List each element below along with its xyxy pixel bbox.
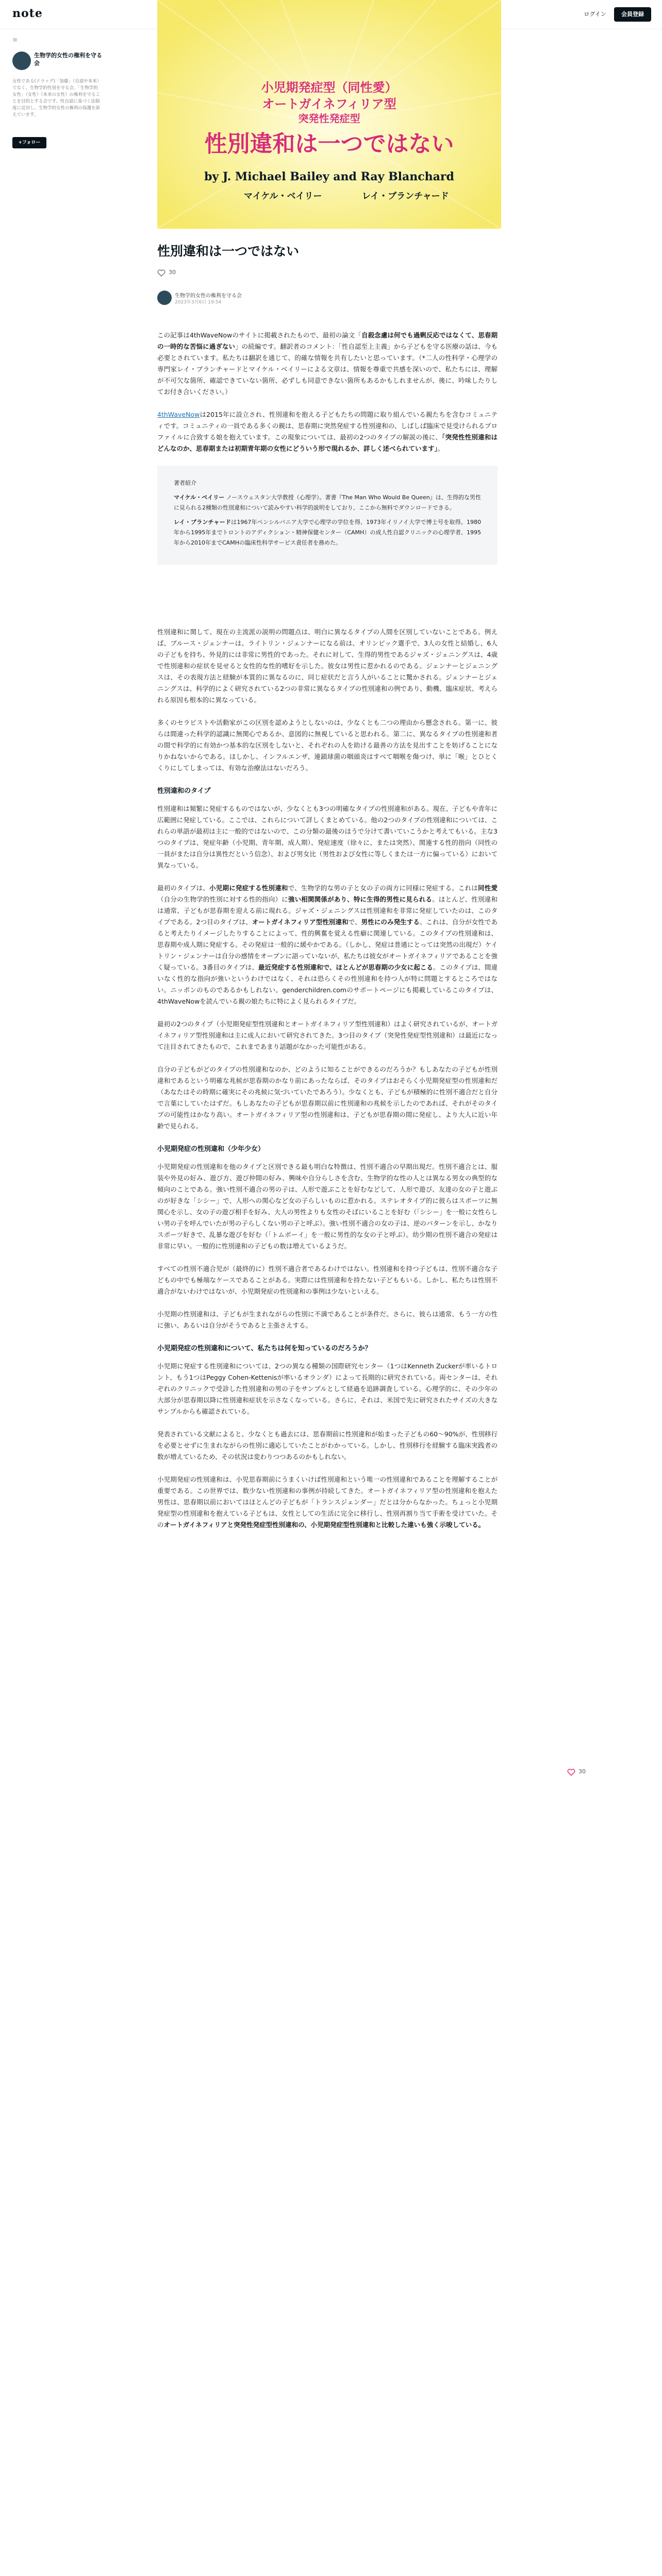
paragraph-13: 発表されている文献によると、少なくとも過去には、思春期前に性別違和が始まった子どもの60〜90%が、性別移行を必要とせずに生まれながらの性別に適応していたことがわかっている。しかし、性別移行を経験する臨床実践者の数が増えているため、その状況は変わりつつあるのかもしれない。 [157,1430,498,1461]
hero-authors: by J. Michael Bailey and Ray Blanchard [204,170,454,183]
text: は1967年ペンシルバニア大学で心理学の学位を得、1973年イリノイ大学で博士号を取得。1980年から1995年までトロントのアディクション・精神保健センター（CAMH）の成人性自認クリニックの心理学者、1995年から2010年までCAMHの臨床性科学サービス責任者を務めた。 [174,519,482,546]
post-date: 2023年3月6日 19:54 [175,300,222,305]
creator-description: 女性である(ドラァグ)「加藤」（自認や本来）でなく、生物学的性別を守る会。「生物学的女性」（女性）（本来の女性）の権利を守ることを目的とする会です。性自認に基づく法制度に反対し、生物学的女性の権利の保護を訴えています。 [12,79,101,117]
heart-icon [567,1768,575,1776]
text: 最初のタイプは、 [157,884,210,892]
text: 。これは、自分が女性であると考えたりイメージしたりすることによって、性的興奮を覚える性癖に関連している。このタイプの性別違和は、思春期や成人期に発症する。その発症は一般的に緩やかである。（しかし、発症は普通にとっては突然の出現だ）ケイトリン・ジェンナーは自分の感情をオープンに語っていないが、私たちは彼女がオートガイネフィリアであることを強く疑っている。3番目のタイプは、 [157,918,498,971]
paragraph-4: 多くのセラピストや活動家がこの区別を認めようとしないのは、少なくとも二つの理由から懸念される。第一に、彼らは間違った科学的認識に無関心であるか、意図的に無視していると思われる。第二に、異なるタイプの性別違和者の間で科学的に有効かつ基本的な区別をしないと、それぞれの人を助ける最善の方法を見出すことを妨げることになりかねないからである。ほしかし、インフルエンザ、連鎖球菌の咽頭炎はすべて咽喉を傷つけ、単に「喉」とひとくくりにしてしまっては、有効な治療法はないだろう。 [157,719,498,772]
text-bold: 強い相関関係があり、特に生得的男性に見られる [288,895,433,903]
text: で、 [348,918,361,926]
follow-label: フォロー [22,140,41,145]
section-heading-childhood: 小児期発症の性別違和（少年少女） [157,1145,265,1153]
article-title: 性別違和は一つではない [157,244,300,259]
note-bailey [174,493,481,513]
text-bold: オートガイネフィリアと突発性発症型性別違和の、小児期発症型性別違和と比較した違いも強く示唆している。 [163,1521,485,1529]
hero-line-1: 小児期発症型（同性愛） [261,80,398,95]
text: 。 [437,445,444,452]
text: （自分の生物学的性別に対する性的指向）に [157,895,288,903]
login-button[interactable]: ログイン [584,11,606,18]
section-heading-what-we-know: 小児期発症の性別違和について、私たちは何を知っているのだろうか？ [157,1345,372,1352]
paragraph-2 [157,409,498,454]
text: で、生物学的な男の子と女の子の両方に同様に発症する。これは [288,884,478,892]
plus-icon: + [18,140,22,145]
like-count: 30 [169,269,176,276]
text-bold: 最近発症する性別違和で、ほとんどが思春期の少女に起こる [258,963,433,971]
text: は2015年に設立され、性別違和を抱える子どもたちの問題に取り組んでいる親たちを含むコミュニティです。コミュニティの一員である多くの親は、思春期に突然発症する性別違和の、しばしば臨床で見受けられるプロファイルに合致する娘を抱えています。この現象については、最初の2つのタイプの解説の後に、 [157,411,498,441]
heart-icon[interactable] [157,269,166,277]
paragraph-9: 小児期発症の性別違和を他のタイプと区別できる最も明白な特徴は、性別不適合の早期出現だ。性別不適合とは、服装や外見の好み、遊び方、遊び仲間の好み、興味や自分らしさを含む、生物学的な性の人とは異なる男女の典型的な傾向のことである。強い性別不適合の男の子は、人形で遊ぶことを好むなどして、人形で遊び、友達の女の子と遊ぶのが好きな「シシー」で、人形への関心など女の子らしいものに惹かれる。ステレオタイプ的に彼らはスポーツに無関心を示し、女の子の遊び相手を好み、大人の男性よりも女性のそばにいることを好む（「シシー」を一般に女性らしい男の子を呼んでいたが男の子らしくない男の子と呼ぶ）。強い性別不適合の女の子は、逆のパターンを示し、かなりスポーツ好きで、乱暴な遊びを好む（「トムボーイ」を一般に男性的な女の子と呼ぶ）。幼少期の性別不適合の発症は非常に早い。一般的に性別違和の子どもの数は増えているようだ。 [157,1163,498,1250]
author-name[interactable]: 生物学的女性の権利を守る会 [175,293,242,299]
avatar[interactable] [12,52,31,70]
paragraph-3: 性別違和に関して、現在の主流派の説明の問題点は、明白に異なるタイプの人間を区別していないことである。例えば、ブルース・ジェンナーは、ライトリン・ジェンナーになる前は、オリンピック選手で、3人の女性と結婚し、6人の子どもを持ち、外見的には非常に男性的であった。それに対して、生得的男性であるジャズ・ジェニングスは、4歳で性別違和の症状を見せると女性的な性的嗜好を示した。彼女は男性に惹かれるのである。ジェンナーとジェニングスは、その表現方法と経験が本質的に異なるのに、同じ症状だと言う人がいることに驚かされる。ジェンナーとジェニングスは、科学的によく研究されている2つの非常に異なるタイプの性別違和の例であり、動機、臨床症状、考えられる原因も根本的に異なっている。 [157,628,498,704]
paragraph-1 [157,330,498,398]
paragraph-10: すべての性別不適合児が（最終的に）性別不適合者であるわけではない。性別違和を持つ子どもは、性別不適合な子どもの中でも極端なケースであることがある。実際には性別違和を持たない子どももいる。しかし、私たちは性別不適合がないわけではないが、小児期発症の性別違和の事例は少ないといえる。 [157,1265,498,1295]
4thwavenow-link[interactable]: 4thWaveNow [157,411,200,418]
signup-button[interactable]: 会員登録 [614,7,651,22]
text: 。このタイプは、間違いなく性的な指向が強いというわけではなく、それは恐らくその性別違和を持つ人が特に問題とするところではない。ニッポンのものであるかもしれない。genderchildren.comのサポートページにも掲載しているこのタイプは、4thWaveNowを読んでいる親の娘たちに特によく見られるタイプだ。 [157,963,498,1005]
text: この記事は4thWaveNowのサイトに掲載されたもので、最初の論文「 [157,331,361,339]
author-row [157,289,498,309]
hero-image [157,0,501,229]
text: 。ほとんど、性別違和は通常、子どもが思春期を迎える前に現れる。ジャズ・ジェニングスは性別違和を非常に発症していたのは、このタイプである。2つ目のタイプは、 [157,895,498,926]
hero-author-1: マイケル・ベイリー [244,191,322,201]
paragraph-7: 最初の2つのタイプ（小児期発症型性別違和とオートガイネフィリア型性別違和）はよく研究されているが、オートガイネフィリア型性別違和は主に成人において研究されてきた。3つ目のタイプ（突発性発症型性別違和）は最近になって注目されてきたもので、これまであまり話題がなかった可能性がある。 [157,1020,498,1050]
note-blanchard [174,517,481,548]
hero-line-2: オートガイネフィリア型 [262,97,396,111]
text-bold: 「突発性性別違和はどんなのか、思春期または初期青年期の女性にどういう形で現れるか、詳しく述べられています」 [157,433,498,452]
text: 」の続編です。翻訳者のコメント：「性自認至上主義」から子どもを守る医療の話は、今も必要とされています。私たちは翻訳を通じて、的確な情報を共有したいと思っています。（*二人の性科学・心理学の専門家レイ・ブランチャードとマイケル・ベイリーによる文章は、情報を尊重で共感を深いので、私たちには、理解が不可欠な箇所、確認できていない箇所、必ずしも同意できない箇所もあるかもしれませんが、後に、吟味したりしてお付き合いください。） [157,343,498,396]
hero-author-2: レイ・ブランチャード [362,191,449,201]
note-heading: 著者紹介 [174,480,196,486]
text-bold: 小児期に発症する性別違和 [209,884,288,892]
paragraph-5: 性別違和は頻繁に発症するものではないが、少なくとも3つの明確なタイプの性別違和がある。現在、子どもや青年に広範囲に発症している。ここでは、これらについて詳しくまとめている。他の2つのタイプの性別違和については、これらの単語が最初は主に一般的ではないので、この分類の最後のほうで分けて書いていこうかと考えてもいる。主な3つのタイプは、発症年齢（小児期、青年期、成人期）、発症速度（徐々に、または突然）、関連する性的指向（同性の一員がまたは自分は異性だという信念）、および男女比（男性および女性に等しくまたは一方に偏っている）において異なっている。 [157,805,498,869]
hero-main-title: 性別違和は一つではない [204,131,454,157]
article [157,242,498,1542]
paragraph-8: 自分の子どもがどのタイプの性別違和なのか、どのように知ることができるのだろうか？もしあなたの子どもが性別違和であるという明確な兆候が思春期のかなり前にあったならば、そのタイプはおそらく小児期発症型の性別違和だ（あなたはその時期に確実にその兆候に気づいていたであろう）。少なくとも、子どもが積極的に性別不適合だと自分で言葉にしていたはずだ。もしあなたの子どもが思春期以前に性別違和の兆候を示したのであれば、それがそのタイプの可能性はかなり高い。オートガイネフィリア型の性別違和は、子どもが思春期の間に発症し、より大人に近い年齢で見られる。 [157,1065,498,1130]
creator-name[interactable]: 生物学的女性の権利を守る会 [34,52,102,66]
follow-button[interactable] [12,137,46,148]
author-avatar[interactable] [157,291,172,305]
paragraph-6 [157,883,498,1007]
floating-like-button[interactable] [567,1767,598,1777]
section-heading-types: 性別違和のタイプ [157,787,211,795]
menu-icon[interactable]: ≡ [12,36,18,43]
text: ノースウェスタン大学教授（心理学）。著書『The Man Who Would Be Queen』は、生得的な男性に見られる2種類の性別違和について読みやすい科学的説明をしており、ここから無料でダウンロードできる。 [174,494,481,511]
author-note-box [157,466,498,565]
text: 小児期発症の性別違和は、小児思春期前にうまくいけば性別違和という唯一の性別違和であることを理解することが重要である。この世界では、数少ない性別違和の事例が持続してきた。オートガイネフィリア型の性別違和を抱えた男性は、思春期以前においてはほとんどの子どもが「トランスジェンダー」だとは分からなかった。ちょっと小児期発症型の性別違和を抱えている子どもは、女性としての生活に完全に移行し、性別再割り当て手術を受けていた。その [157,1476,498,1529]
floating-like-count: 30 [578,1768,586,1775]
paragraph-11: 小児期の性別違和は、子どもが生まれながらの性別に不満であることが条件だ。さらに、彼らは通常、もう一方の性に強い、あるいは自分がそうであると主張さえする。 [157,1310,498,1329]
text-bold: マイケル・ベイリー [174,494,225,501]
meta-row [157,268,498,285]
text-bold: オートガイネフィリア型性別違和 [252,918,349,926]
text-bold: 同性愛 [478,884,498,892]
note-logo[interactable]: note [12,7,43,20]
text-bold: 自殺念慮は何でも過剰反応ではなくて、思春期の一時的な苦悩に過ぎない [157,331,498,350]
paragraph-12: 小児期に発症する性別違和については、2つの異なる種類の国際研究センター（1つはKenneth Zuckerが率いるトロント、もう1つはPeggy Cohen-Kettenisが率いるオランダ）によって長期的に研究されている。両センターは、それぞれのクリニックで受診した性別違和の男の子をサンプルとして経過を追跡調査している。心理学的に、その少年の大部分が思春期以降に性別違和症状を示さなくなっている。さらに、それは、米国で先に研究されたサイズの大きなサンプルからも確認されている。 [157,1362,498,1415]
text-bold: レイ・ブランチャード [174,519,231,526]
text-bold: 男性にのみ発生する [361,918,420,926]
hero-line-3: 突発性発症型 [298,112,360,125]
paragraph-14 [157,1474,498,1531]
